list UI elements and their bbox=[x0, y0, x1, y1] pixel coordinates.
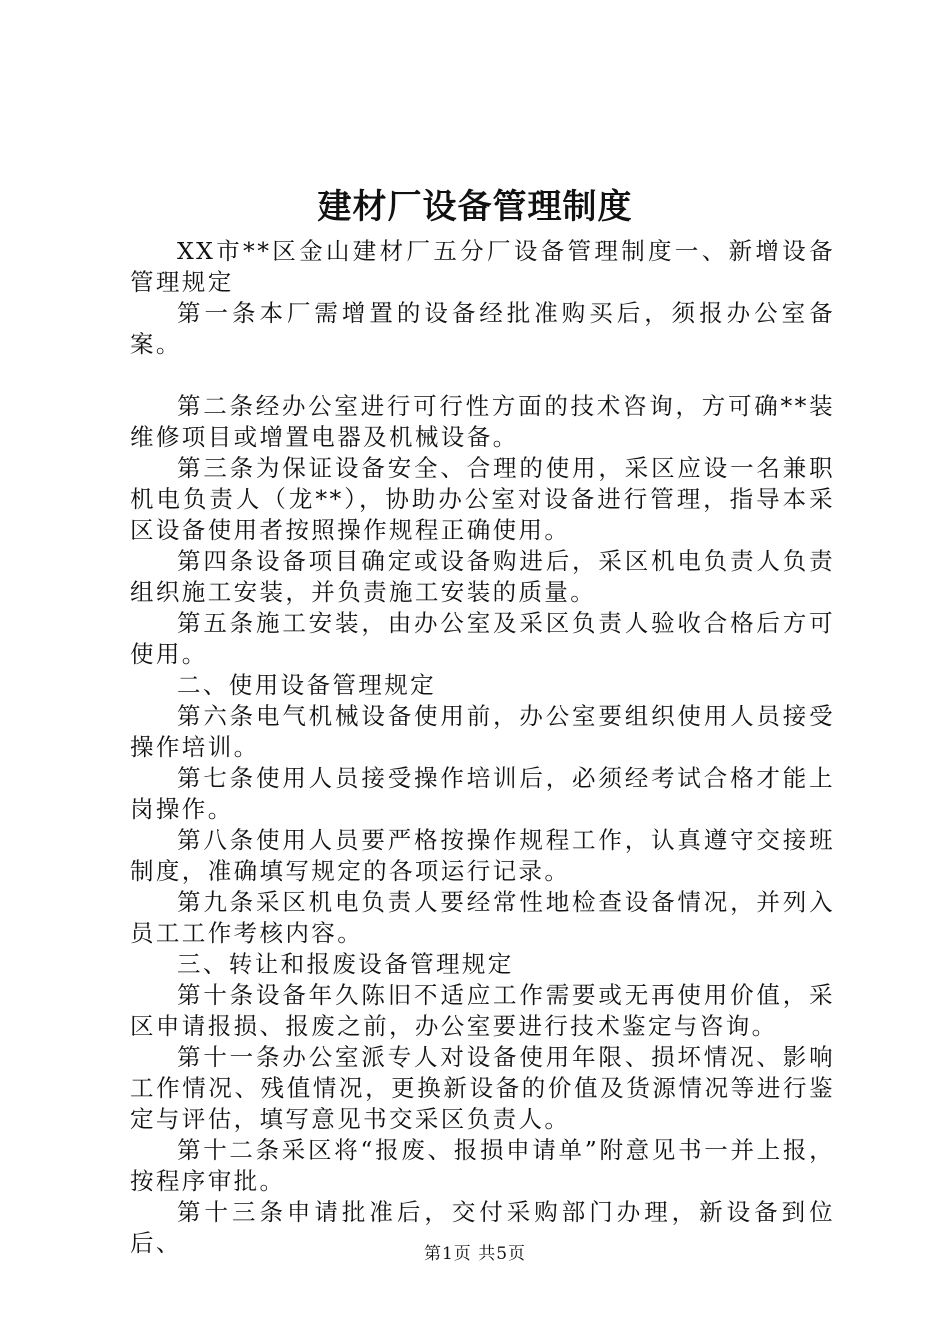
document-title: 建材厂设备管理制度 bbox=[317, 187, 633, 227]
document-body bbox=[130, 236, 835, 1259]
section-heading-usage: 二、使用设备管理规定 bbox=[177, 671, 436, 699]
paragraph-article-6: 第六条电气机械设备使用前，办公室要组织使用人员接受操作培训。 bbox=[130, 702, 835, 761]
paragraph-article-8: 第八条使用人员要严格按操作规程工作，认真遵守交接班制度，准确填写规定的各项运行记录。 bbox=[130, 826, 835, 885]
paragraph-article-13: 第十三条申请批准后，交付采购部门办理，新设备到位后、 bbox=[130, 1198, 835, 1257]
paragraph-article-9: 第九条采区机电负责人要经常性地检查设备情况，并列入员工工作考核内容。 bbox=[130, 888, 835, 947]
paragraph-article-2: 第二条经办公室进行可行性方面的技术咨询，方可确**装维修项目或增置电器及机械设备。 bbox=[130, 392, 835, 451]
paragraph-article-11: 第十一条办公室派专人对设备使用年限、损坏情况、影响工作情况、残值情况，更换新设备的价值及货源情况等进行鉴定与评估，填写意见书交采区负责人。 bbox=[130, 1043, 835, 1133]
page-number-footer: 第1页 共5页 bbox=[423, 1244, 527, 1264]
paragraph-article-1: 第一条本厂需增置的设备经批准购买后，须报办公室备案。 bbox=[130, 299, 835, 358]
paragraph-article-5: 第五条施工安装，由办公室及采区负责人验收合格后方可使用。 bbox=[130, 609, 835, 668]
paragraph-article-10: 第十条设备年久陈旧不适应工作需要或无再使用价值，采区申请报损、报废之前，办公室要进行技术鉴定与咨询。 bbox=[130, 981, 835, 1040]
paragraph-article-4: 第四条设备项目确定或设备购进后，采区机电负责人负责组织施工安装，并负责施工安装的质量。 bbox=[130, 547, 835, 606]
section-heading-transfer: 三、转让和报废设备管理规定 bbox=[177, 950, 514, 978]
paragraph-article-12: 第十二条采区将“报废、报损申请单”附意见书一并上报，按程序审批。 bbox=[130, 1136, 835, 1195]
paragraph-intro: XX市**区金山建材厂五分厂设备管理制度一、新增设备管理规定 bbox=[130, 237, 835, 296]
paragraph-article-7: 第七条使用人员接受操作培训后，必须经考试合格才能上岗操作。 bbox=[130, 764, 835, 823]
paragraph-article-3: 第三条为保证设备安全、合理的使用，采区应设一名兼职机电负责人（龙**），协助办公室对设备进行管理，指导本采区设备使用者按照操作规程正确使用。 bbox=[130, 454, 835, 544]
